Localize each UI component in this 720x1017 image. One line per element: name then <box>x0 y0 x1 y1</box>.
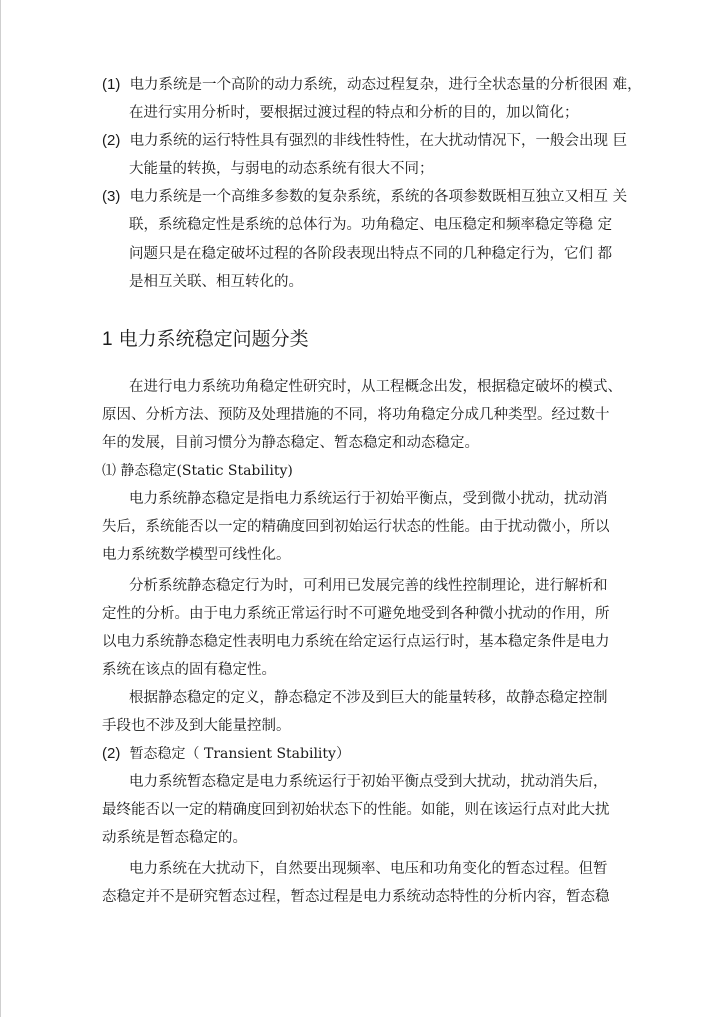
section-number: 1 <box>102 329 113 350</box>
section-heading <box>102 326 309 353</box>
paragraph-line: 原因、分析方法、预防及处理措施的不同，将功角稳定分成几种类型。经过数十 <box>102 407 610 423</box>
paragraph-line: 电力系统暂态稳定是电力系统运行于初始平衡点受到大扰动，扰动消失后， <box>129 774 608 790</box>
section-title: 电力系统稳定问题分类 <box>118 328 309 350</box>
list-item-1-cont: 在进行实用分析时，要根据过渡过程的特点和分析的目的，加以简化； <box>129 105 579 121</box>
list-marker: (2) <box>102 132 121 149</box>
paragraph-line: 分析系统静态稳定行为时，可利用已发展完善的线性控制理论，进行解析和 <box>129 578 608 594</box>
list-item-3-cont: 联，系统稳定性是系统的总体行为。功角稳定、电压稳定和频率稳定等稳 定 <box>129 217 613 233</box>
paragraph-line: 年的发展，目前习惯分为静态稳定、暂态稳定和动态稳定。 <box>102 435 479 451</box>
paragraph-line: 在进行电力系统功角稳定性研究时，从工程概念出发，根据稳定破坏的模式、 <box>129 379 622 395</box>
paragraph-line: 电力系统数学模型可线性化。 <box>102 547 291 563</box>
list-item-3-cont: 是相互关联、相互转化的。 <box>129 274 303 290</box>
paragraph-line: 系统在该点的固有稳定性。 <box>102 662 276 678</box>
list-item-3-cont: 问题只是在稳定破坏过程的各阶段表现出特点不同的几种稳定行为，它们 都 <box>129 246 613 262</box>
subsection-title: 静态稳定(Static Stability) <box>120 463 293 479</box>
paragraph-line: 电力系统静态稳定是指电力系统运行于初始平衡点，受到微小扰动，扰动消 <box>129 491 608 507</box>
subsection-marker: (2) <box>102 745 121 762</box>
subsection-title: 暂态稳定（ Transient Stability） <box>129 746 350 762</box>
paragraph-line: 动系统是暂态稳定的。 <box>102 830 247 846</box>
paragraph-line: 最终能否以一定的精确度回到初始状态下的性能。如能，则在该运行点对此大扰 <box>102 802 610 818</box>
list-item-3 <box>102 187 627 207</box>
list-text: 电力系统的运行特性具有强烈的非线性特性，在大扰动情况下，一般会出现 巨 <box>129 133 628 149</box>
list-item-2 <box>102 131 627 151</box>
subsection-transient <box>102 744 350 764</box>
paragraph-line: 根据静态稳定的定义，静态稳定不涉及到巨大的能量转移，故静态稳定控制 <box>129 690 608 706</box>
paragraph-line: 态稳定并不是研究暂态过程，暂态过程是电力系统动态特性的分析内容，暂态稳 <box>102 889 610 905</box>
paragraph-line: 手段也不涉及到大能量控制。 <box>102 718 291 734</box>
list-item-1 <box>102 75 642 95</box>
list-text: 电力系统是一个高维多参数的复杂系统，系统的各项参数既相互独立又相互 关 <box>129 189 628 205</box>
paragraph-line: 电力系统在大扰动下，自然要出现频率、电压和功角变化的暂态过程。但暂 <box>129 861 608 877</box>
list-item-2-cont: 大能量的转换，与弱电的动态系统有很大不同； <box>129 161 434 177</box>
list-marker: (3) <box>102 188 121 205</box>
subsection-marker: ⑴ <box>102 463 116 479</box>
subsection-static <box>102 461 293 481</box>
list-marker: (1) <box>102 76 121 93</box>
list-text: 电力系统是一个高阶的动力系统，动态过程复杂，进行全状态量的分析很困 难， <box>129 77 642 93</box>
paragraph-line: 定性的分析。由于电力系统正常运行时不可避免地受到各种微小扰动的作用，所 <box>102 606 610 622</box>
paragraph-line: 失后，系统能否以一定的精确度回到初始运行状态的性能。由于扰动微小，所以 <box>102 519 610 535</box>
paragraph-line: 以电力系统静态稳定性表明电力系统在给定运行点运行时，基本稳定条件是电力 <box>102 634 610 650</box>
